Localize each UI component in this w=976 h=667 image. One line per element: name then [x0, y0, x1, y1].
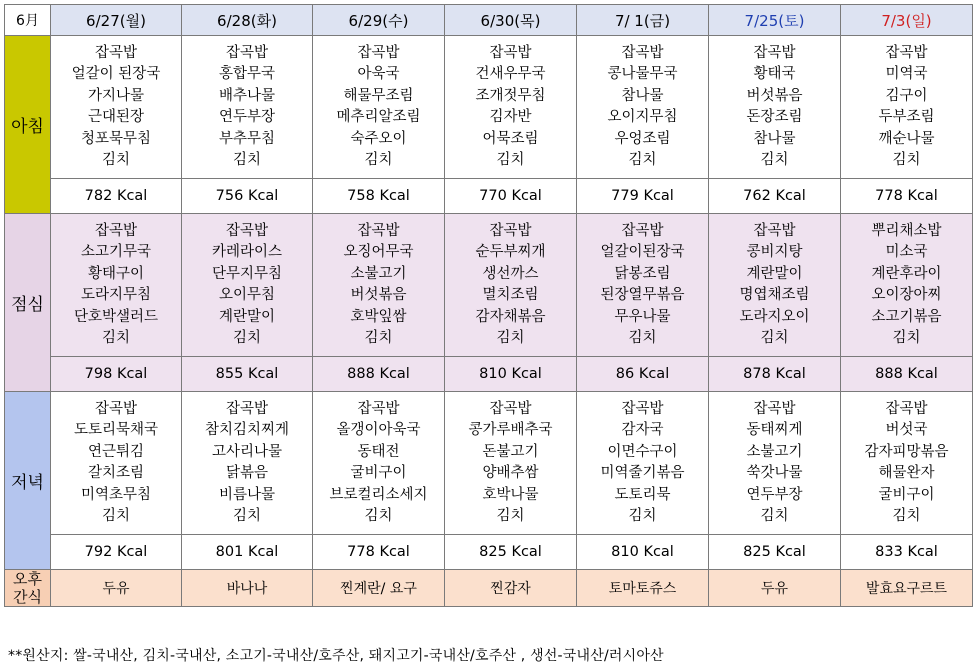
dinner-menu-cell — [51, 392, 182, 535]
dish-item: 동태찌게 — [746, 422, 803, 438]
dish-item: 양배추쌈 — [482, 465, 539, 481]
lunch-kcal-cell: 855 Kcal — [182, 357, 313, 392]
dish-item: 잡곡밥 — [489, 44, 532, 61]
breakfast-menu-row — [5, 36, 973, 179]
breakfast-kcal-cell: 758 Kcal — [313, 179, 445, 214]
breakfast-kcal-cell: 779 Kcal — [577, 179, 709, 214]
dish-item: 김치 — [496, 330, 525, 346]
dish-item: 어묵조림 — [482, 130, 539, 147]
dish-item: 카레라이스 — [211, 244, 283, 260]
lunch-kcal-cell: 878 Kcal — [709, 357, 841, 392]
dish-item: 돈장조림 — [746, 109, 803, 125]
dish-item: 김치 — [496, 152, 525, 168]
dish-item: 도토리묵채국 — [73, 422, 159, 438]
dinner-menu-cell — [841, 392, 973, 535]
dinner-menu-cell — [182, 392, 313, 535]
day-header: 6/29(수) — [313, 5, 445, 36]
dish-item: 갈치조림 — [87, 465, 145, 481]
lunch-kcal-cell: 86 Kcal — [577, 357, 709, 392]
dish-item: 고사리나물 — [211, 443, 283, 460]
dish-item: 버섯볶음 — [350, 287, 407, 303]
dish-item: 쑥갓나물 — [746, 465, 803, 481]
dish-item: 미역초무침 — [80, 486, 152, 503]
dinner-menu-cell — [709, 392, 841, 535]
dish-item: 김치 — [760, 152, 789, 168]
lunch-menu-cell — [182, 214, 313, 357]
breakfast-kcal-cell: 782 Kcal — [51, 179, 182, 214]
lunch-kcal-cell: 798 Kcal — [51, 357, 182, 392]
dish-item: 감자채볶음 — [475, 308, 546, 325]
snack-cell: 두유 — [709, 570, 841, 607]
dish-item: 참치김치찌게 — [204, 422, 290, 438]
dinner-kcal-cell: 810 Kcal — [577, 535, 709, 570]
dish-item: 아욱국 — [357, 66, 400, 82]
dish-item: 해물무조림 — [343, 87, 414, 104]
dish-item: 브로컬리소세지 — [329, 486, 428, 503]
dish-item: 김치 — [760, 508, 789, 524]
dinner-kcal-row — [5, 535, 973, 570]
breakfast-menu-cell — [445, 36, 577, 179]
dish-item: 김치 — [628, 152, 657, 168]
dish-item: 잡곡밥 — [357, 44, 400, 61]
dish-item: 돈불고기 — [482, 443, 539, 460]
dish-item: 김구이 — [885, 87, 928, 104]
lunch-kcal-cell: 888 Kcal — [841, 357, 973, 392]
dish-item: 잡곡밥 — [94, 222, 138, 239]
dish-item: 황태국 — [753, 66, 796, 82]
dish-item: 콩나물무국 — [607, 66, 678, 82]
dish-item: 순두부찌개 — [475, 244, 546, 260]
breakfast-kcal-row — [5, 179, 973, 214]
lunch-menu-cell — [51, 214, 182, 357]
dish-item: 오이지무침 — [607, 109, 678, 125]
dish-item: 김치 — [892, 152, 921, 168]
dish-item: 김자반 — [489, 109, 532, 125]
dish-item: 호박잎쌈 — [350, 308, 407, 325]
dish-item: 숙주오이 — [350, 130, 407, 147]
dish-item: 감자피망볶음 — [864, 443, 949, 460]
dish-item: 콩비지탕 — [746, 244, 803, 260]
dinner-kcal-cell: 833 Kcal — [841, 535, 973, 570]
dish-item: 황태구이 — [87, 265, 145, 282]
dish-item: 참나물 — [621, 87, 664, 104]
dish-item: 김치 — [628, 508, 657, 524]
day-header: 6/30(목) — [445, 5, 577, 36]
dish-item: 계란후라이 — [871, 265, 942, 282]
dish-item: 이면수구이 — [607, 443, 678, 460]
snack-cell: 발효요구르트 — [841, 570, 973, 607]
dish-item: 잡곡밥 — [885, 400, 928, 417]
dish-item: 미역국 — [885, 66, 928, 82]
dish-item: 오징어무국 — [343, 244, 414, 260]
dish-item: 된장열무볶음 — [600, 287, 685, 303]
dish-item: 버섯국 — [885, 422, 928, 438]
dish-item: 소고기볶음 — [871, 308, 942, 325]
dish-item: 잡곡밥 — [621, 400, 664, 417]
dish-item: 잡곡밥 — [753, 400, 796, 417]
snack-label-line: 간식 — [13, 588, 42, 606]
dish-item: 얼갈이 된장국 — [71, 66, 161, 82]
snack-cell: 찐계란/ 요구 — [313, 570, 445, 607]
day-header: 6/27(월) — [51, 5, 182, 36]
lunch-menu-cell — [709, 214, 841, 357]
breakfast-menu-cell — [577, 36, 709, 179]
breakfast-kcal-cell: 770 Kcal — [445, 179, 577, 214]
dish-item: 잡곡밥 — [225, 44, 269, 61]
lunch-label: 점심 — [5, 214, 51, 392]
dish-item: 굴비구이 — [350, 465, 407, 481]
dish-item: 김치 — [760, 330, 789, 346]
dish-item: 호박나물 — [482, 486, 539, 503]
dish-item: 근대된장 — [87, 109, 145, 125]
snack-cell: 바나나 — [182, 570, 313, 607]
dish-item: 잡곡밥 — [94, 400, 138, 417]
header-row — [5, 5, 973, 36]
dish-item: 참나물 — [753, 130, 796, 147]
dish-item: 김치 — [892, 330, 921, 346]
dish-item: 잡곡밥 — [225, 400, 269, 417]
dish-item: 미역줄기볶음 — [600, 465, 685, 481]
dish-item: 잡곡밥 — [94, 44, 138, 61]
dish-item: 김치 — [101, 508, 130, 524]
dish-item: 부추무침 — [218, 130, 276, 147]
dish-item: 조개젓무침 — [475, 87, 546, 104]
dish-item: 김치 — [892, 508, 921, 524]
dish-item: 연두부장 — [746, 486, 803, 503]
snack-label — [5, 570, 51, 607]
dish-item: 뿌리채소밥 — [871, 222, 942, 239]
dinner-kcal-cell: 825 Kcal — [445, 535, 577, 570]
dish-item: 명엽채조림 — [739, 287, 810, 303]
dinner-kcal-cell: 792 Kcal — [51, 535, 182, 570]
lunch-kcal-row — [5, 357, 973, 392]
day-header-sunday: 7/3(일) — [841, 5, 973, 36]
dish-item: 가지나물 — [87, 87, 145, 104]
snack-cell: 두유 — [51, 570, 182, 607]
dish-item: 잡곡밥 — [753, 44, 796, 61]
month-label: 6月 — [5, 5, 51, 36]
dish-item: 잡곡밥 — [489, 222, 532, 239]
breakfast-menu-cell — [51, 36, 182, 179]
breakfast-kcal-cell: 778 Kcal — [841, 179, 973, 214]
day-header: 7/ 1(금) — [577, 5, 709, 36]
lunch-kcal-cell: 888 Kcal — [313, 357, 445, 392]
dish-item: 배추나물 — [218, 87, 276, 104]
dish-item: 닭볶음 — [225, 465, 269, 481]
dish-item: 메추리알조림 — [336, 109, 421, 125]
dish-item: 김치 — [364, 152, 393, 168]
lunch-menu-cell — [445, 214, 577, 357]
dish-item: 오이장아찌 — [871, 287, 942, 303]
dish-item: 미소국 — [885, 244, 928, 260]
dish-item: 감자국 — [621, 422, 664, 438]
dish-item: 건새우무국 — [475, 66, 546, 82]
dish-item: 김치 — [232, 152, 261, 168]
dish-item: 김치 — [232, 330, 261, 346]
dish-item: 김치 — [496, 508, 525, 524]
dish-item: 잡곡밥 — [225, 222, 269, 239]
dish-item: 버섯볶음 — [746, 87, 803, 104]
dish-item: 해물완자 — [878, 465, 935, 481]
dish-item: 잡곡밥 — [753, 222, 796, 239]
breakfast-menu-cell — [182, 36, 313, 179]
lunch-menu-cell — [577, 214, 709, 357]
dish-item: 단호박샐러드 — [73, 308, 159, 325]
dish-item: 올갱이아욱국 — [336, 422, 421, 438]
dish-item: 김치 — [101, 330, 130, 346]
dish-item: 오이무침 — [218, 287, 276, 303]
dish-item: 멸치조림 — [482, 287, 539, 303]
dinner-label: 저녁 — [5, 392, 51, 570]
dish-item: 잡곡밥 — [489, 400, 532, 417]
dish-item: 계란말이 — [746, 265, 803, 282]
dish-item: 잡곡밥 — [621, 44, 664, 61]
origin-footnote: **원산지: 쌀-국내산, 김치-국내산, 소고기-국내산/호주산, 돼지고기-국내산/호주산 , 생선-국내산/러시아산 — [8, 648, 664, 664]
dish-item: 잡곡밥 — [621, 222, 664, 239]
dish-item: 굴비구이 — [878, 486, 935, 503]
breakfast-kcal-cell: 762 Kcal — [709, 179, 841, 214]
dinner-menu-cell — [577, 392, 709, 535]
breakfast-menu-cell — [313, 36, 445, 179]
dish-item: 도토리묵 — [614, 486, 671, 503]
dish-item: 도라지무침 — [80, 287, 152, 303]
dish-item: 소불고기 — [746, 443, 803, 460]
lunch-menu-cell — [841, 214, 973, 357]
dish-item: 동태전 — [357, 443, 400, 460]
snack-cell: 토마토쥬스 — [577, 570, 709, 607]
dinner-kcal-cell: 801 Kcal — [182, 535, 313, 570]
lunch-kcal-cell: 810 Kcal — [445, 357, 577, 392]
dish-item: 김치 — [364, 508, 393, 524]
dish-item: 무우나물 — [614, 308, 671, 325]
dish-item: 김치 — [232, 508, 261, 524]
dish-item: 비름나물 — [218, 486, 276, 503]
snack-cell: 찐감자 — [445, 570, 577, 607]
dish-item: 잡곡밥 — [357, 400, 400, 417]
dinner-kcal-cell: 778 Kcal — [313, 535, 445, 570]
dish-item: 홍합무국 — [218, 66, 276, 82]
dish-item: 단무지무침 — [211, 265, 283, 282]
day-header-saturday: 7/25(토) — [709, 5, 841, 36]
dish-item: 두부조림 — [878, 109, 935, 125]
dish-item: 연근튀김 — [87, 443, 145, 460]
dish-item: 깨순나물 — [878, 130, 935, 147]
dish-item: 김치 — [101, 152, 130, 168]
dish-item: 김치 — [628, 330, 657, 346]
breakfast-kcal-cell: 756 Kcal — [182, 179, 313, 214]
dish-item: 잡곡밥 — [885, 44, 928, 61]
breakfast-label: 아침 — [5, 36, 51, 214]
lunch-menu-row — [5, 214, 973, 357]
meal-menu-table — [4, 4, 973, 607]
lunch-menu-cell — [313, 214, 445, 357]
snack-row — [5, 570, 973, 607]
dish-item: 닭봉조림 — [614, 265, 671, 282]
breakfast-menu-cell — [841, 36, 973, 179]
dish-item: 소불고기 — [350, 265, 407, 282]
dinner-kcal-cell: 825 Kcal — [709, 535, 841, 570]
dinner-menu-cell — [313, 392, 445, 535]
dish-item: 청포묵무침 — [80, 130, 152, 147]
dinner-menu-cell — [445, 392, 577, 535]
dish-item: 계란말이 — [218, 308, 276, 325]
breakfast-menu-cell — [709, 36, 841, 179]
dish-item: 연두부장 — [218, 109, 276, 125]
dish-item: 소고기무국 — [80, 244, 152, 260]
dish-item: 도라지오이 — [739, 308, 810, 325]
dish-item: 얼갈이된장국 — [600, 244, 685, 260]
snack-label-line: 오후 — [13, 570, 42, 588]
dish-item: 콩가루배추국 — [468, 422, 553, 438]
dish-item: 우엉조림 — [614, 130, 671, 147]
dish-item: 잡곡밥 — [357, 222, 400, 239]
dish-item: 생선까스 — [482, 265, 539, 282]
dinner-menu-row — [5, 392, 973, 535]
day-header: 6/28(화) — [182, 5, 313, 36]
dish-item: 김치 — [364, 330, 393, 346]
